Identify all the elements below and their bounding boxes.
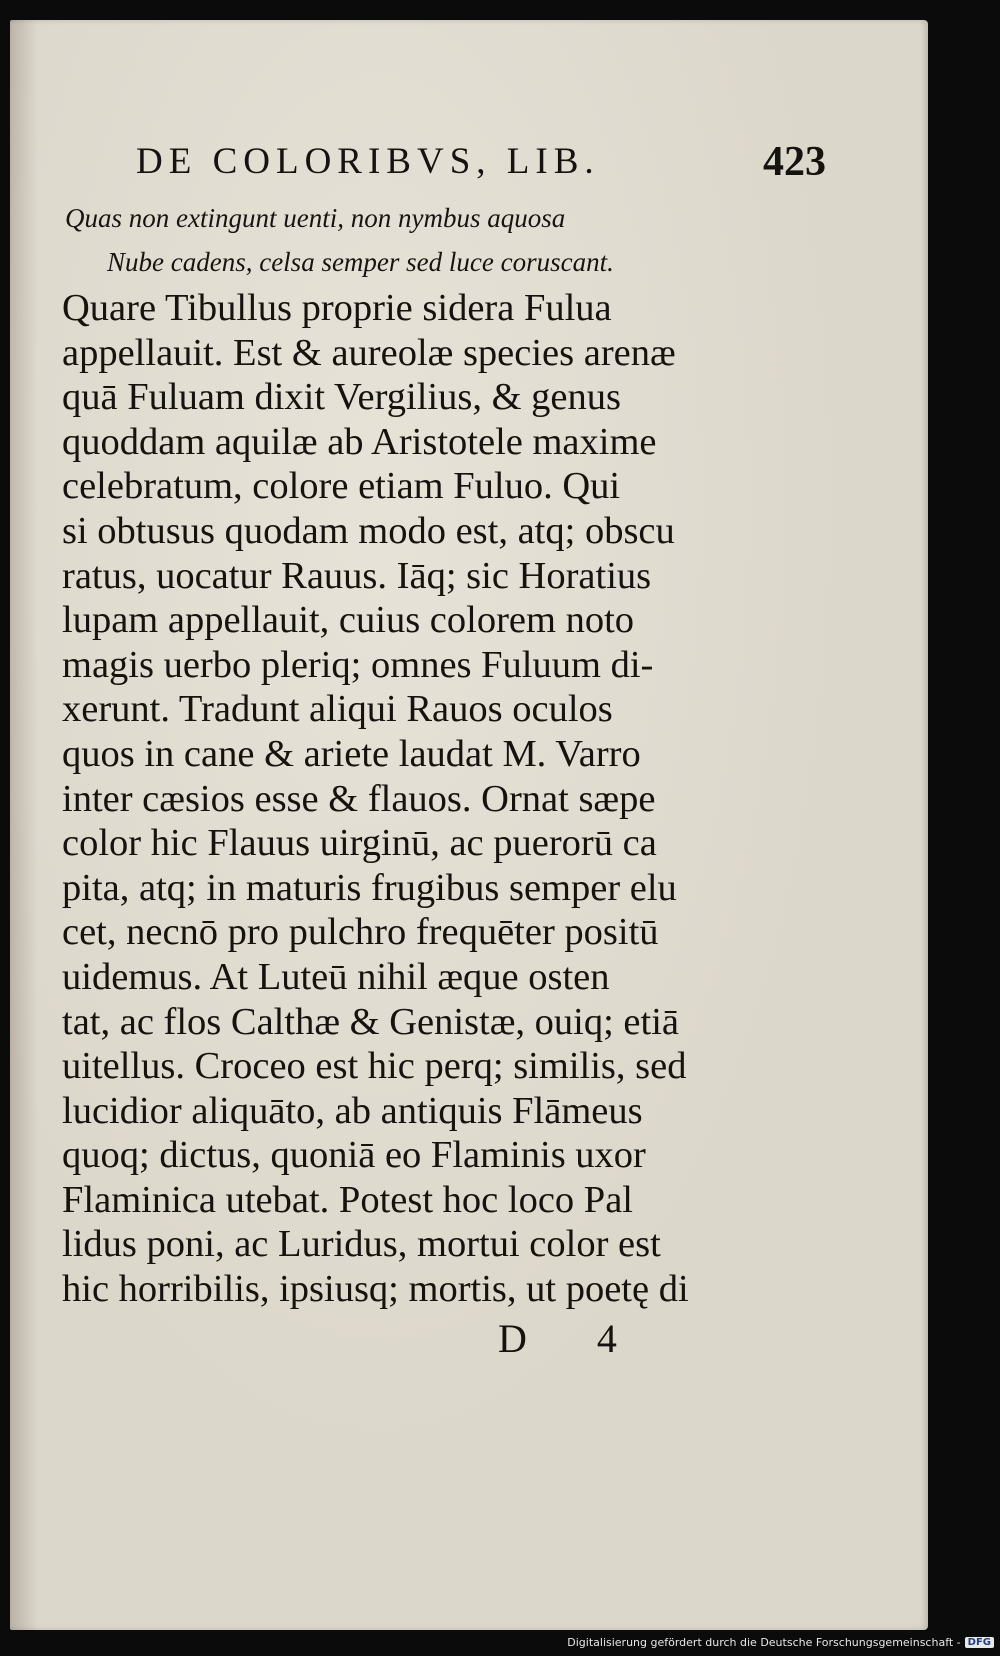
book-page [10,20,928,1630]
text-line: celebratum, colore etiam Fuluo. Qui [62,465,621,508]
text-line: Quare Tibullus proprie sidera Fulua [62,287,612,329]
text-line: tat, ac flos Calthæ & Genistæ, ouiq; etiā [62,1000,679,1043]
signature-mark: D 4 [498,1316,647,1361]
verse-line: Nube cadens, celsa semper sed luce coruscant. [107,247,614,277]
text-line: si obtusus quodam modo est, atq; obscu [62,509,675,552]
text-line: quoddam aquilæ ab Aristotele maxime [62,420,657,463]
page-number: 423 [763,139,826,185]
text-line: quos in cane & ariete laudat M. Varro [62,732,641,775]
text-line: color hic Flauus uirginū, ac puerorū ca [62,822,657,865]
text-line: quoq; dictus, quoniā eo Flaminis uxor [62,1134,646,1177]
text-line: xerunt. Tradunt aliqui Rauos oculos [62,688,613,731]
text-line: appellauit. Est & aureolæ species arenæ [62,331,676,374]
verse-quotation [65,196,765,284]
body-text [62,286,722,1312]
verse-line: Quas non extingunt uenti, non nymbus aquosa [65,203,566,233]
text-line: quā Fuluam dixit Vergilius, & genus [62,376,621,419]
text-line: lidus poni, ac Luridus, mortui color est [62,1223,661,1266]
credit-text: Digitalisierung gefördert durch die Deutsche Forschungsgemeinschaft - [567,1636,961,1649]
dfg-logo: DFG [965,1637,994,1648]
text-line: magis uerbo pleriq; omnes Fuluum di- [62,643,654,686]
text-line: ratus, uocatur Rauus. Iāq; sic Horatius [62,554,652,597]
page-header [136,130,826,190]
digitization-credit [567,1636,994,1649]
running-title: DE COLORIBVS, LIB. [136,141,600,182]
text-line: pita, atq; in maturis frugibus semper elu [62,866,677,909]
text-line: uitellus. Croceo est hic perq; similis, sed [62,1045,687,1088]
text-line: inter cæsios esse & flauos. Ornat sæpe [62,777,656,820]
text-line: lucidior aliquāto, ab antiquis Flāmeus [62,1089,643,1132]
text-line: lupam appellauit, cuius colorem noto [62,599,635,642]
text-line: Flaminica utebat. Potest hoc loco Pal [62,1178,633,1221]
text-line: hic horribilis, ipsiusq; mortis, ut poetę di [62,1268,689,1311]
text-line: uidemus. At Luteū nihil æque osten [62,955,610,998]
text-line: cet, necnō pro pulchro frequēter positū [62,911,659,954]
